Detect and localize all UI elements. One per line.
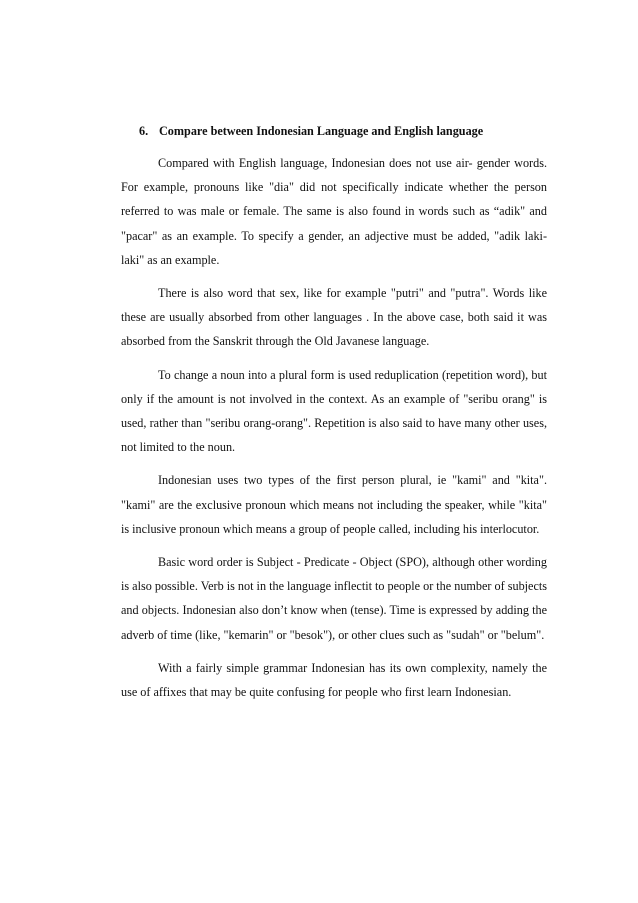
section-heading	[139, 122, 547, 140]
section-number: 6.	[139, 124, 149, 138]
paragraph-first-person-plural: Indonesian uses two types of the first person plural, ie "kami" and "kita". "kami" are the exclusive pronoun which means not including the speaker, while "kita" is inclusive pronoun which means a group of people called, including his interlocutor.	[121, 473, 547, 536]
paragraph-gender: Compared with English language, Indonesian does not use air- gender words. For example, pronouns like "dia" did not specifically indicate whether the person referred to was male or female. The same is also found in words such as “adik" and "pacar" as an example. To specify a gender, an adjective must be added, "adik laki-laki" as an example.	[121, 156, 547, 267]
paragraph-affixes: With a fairly simple grammar Indonesian has its own complexity, namely the use of affixes that may be quite confusing for people who first learn Indonesian.	[121, 660, 547, 700]
paragraph-word-order: Basic word order is Subject - Predicate - Object (SPO), although other wording is also possible. Verb is not in the language inflectit to people or the number of subjects and objects. Indonesian also don’t know when (tense). Time is expressed by adding the adverb of time (like, "kemarin" or "besok"), or other clues such as "sudah" or "belum".	[121, 555, 547, 642]
section-title: Compare between Indonesian Language and English language	[159, 124, 484, 138]
paragraph-plural: To change a noun into a plural form is used reduplication (repetition word), but only if the amount is not involved in the context. As an example of "seribu orang" is used, rather than "seribu orang-orang". Repetition is also said to have many other uses, not limited to the noun.	[121, 367, 547, 455]
page-content	[121, 122, 547, 713]
paragraph-sex-words: There is also word that sex, like for example "putri" and "putra". Words like these are usually absorbed from other languages . In the above case, both said it was absorbed from the Sanskrit through the Old Javanese language.	[121, 286, 547, 349]
